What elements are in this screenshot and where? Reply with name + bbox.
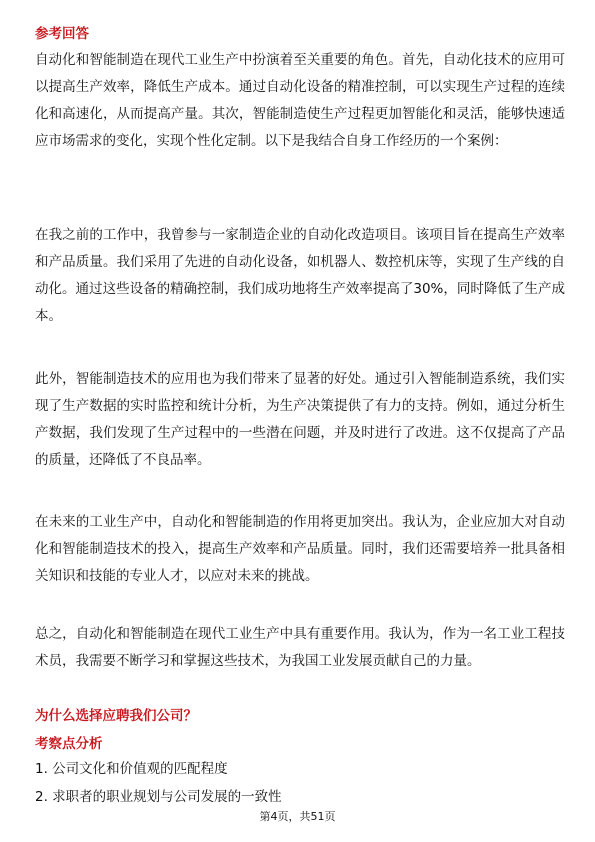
answer-paragraph-3: 此外，智能制造技术的应用也为我们带来了显著的好处。通过引入智能制造系统，我们实现了生产数据的实时监控和统计分析，为生产决策提供了有力的支持。例如，通过分析生产数据，我们发现了生产过程中的一些潜在问题，并及时进行了改进。这不仅提高了产品的质量，还降低了不良品率。 bbox=[35, 371, 565, 468]
analysis-item-1: 1. 公司文化和价值观的匹配程度 bbox=[35, 761, 228, 777]
answer-paragraph-1: 自动化和智能制造在现代工业生产中扮演着至关重要的角色。首先，自动化技术的应用可以提高生产效率，降低生产成本。通过自动化设备的精准控制，可以实现生产过程的连续化和高速化，从而提高产量。其次，智能制造使生产过程更加智能化和灵活，能够快速适应市场需求的变化，实现个性化定制。以下是我结合自身工作经历的一个案例： bbox=[35, 52, 565, 149]
answer-paragraph-2: 在我之前的工作中，我曾参与一家制造企业的自动化改造项目。该项目旨在提高生产效率和产品质量。我们采用了先进的自动化设备，如机器人、数控机床等，实现了生产线的自动化。通过这些设备的精确控制，我们成功地将生产效率提高了30%，同时降低了生产成本。 bbox=[35, 227, 565, 324]
reference-answer-heading: 参考回答 bbox=[35, 26, 89, 42]
page-number-footer: 第4页，共51页 bbox=[259, 810, 336, 823]
analysis-item-2: 2. 求职者的职业规划与公司发展的一致性 bbox=[35, 789, 282, 805]
question-title: 为什么选择应聘我们公司？ bbox=[35, 708, 197, 724]
answer-paragraph-5: 总之，自动化和智能制造在现代工业生产中具有重要作用。我认为，作为一名工业工程技术员，我需要不断学习和掌握这些技术，为我国工业发展贡献自己的力量。 bbox=[35, 626, 565, 669]
answer-paragraph-4: 在未来的工业生产中，自动化和智能制造的作用将更加突出。我认为，企业应加大对自动化和智能制造技术的投入，提高生产效率和产品质量。同时，我们还需要培养一批具备相关知识和技能的专业人才，以应对未来的挑战。 bbox=[35, 514, 565, 584]
analysis-heading: 考察点分析 bbox=[35, 736, 103, 752]
